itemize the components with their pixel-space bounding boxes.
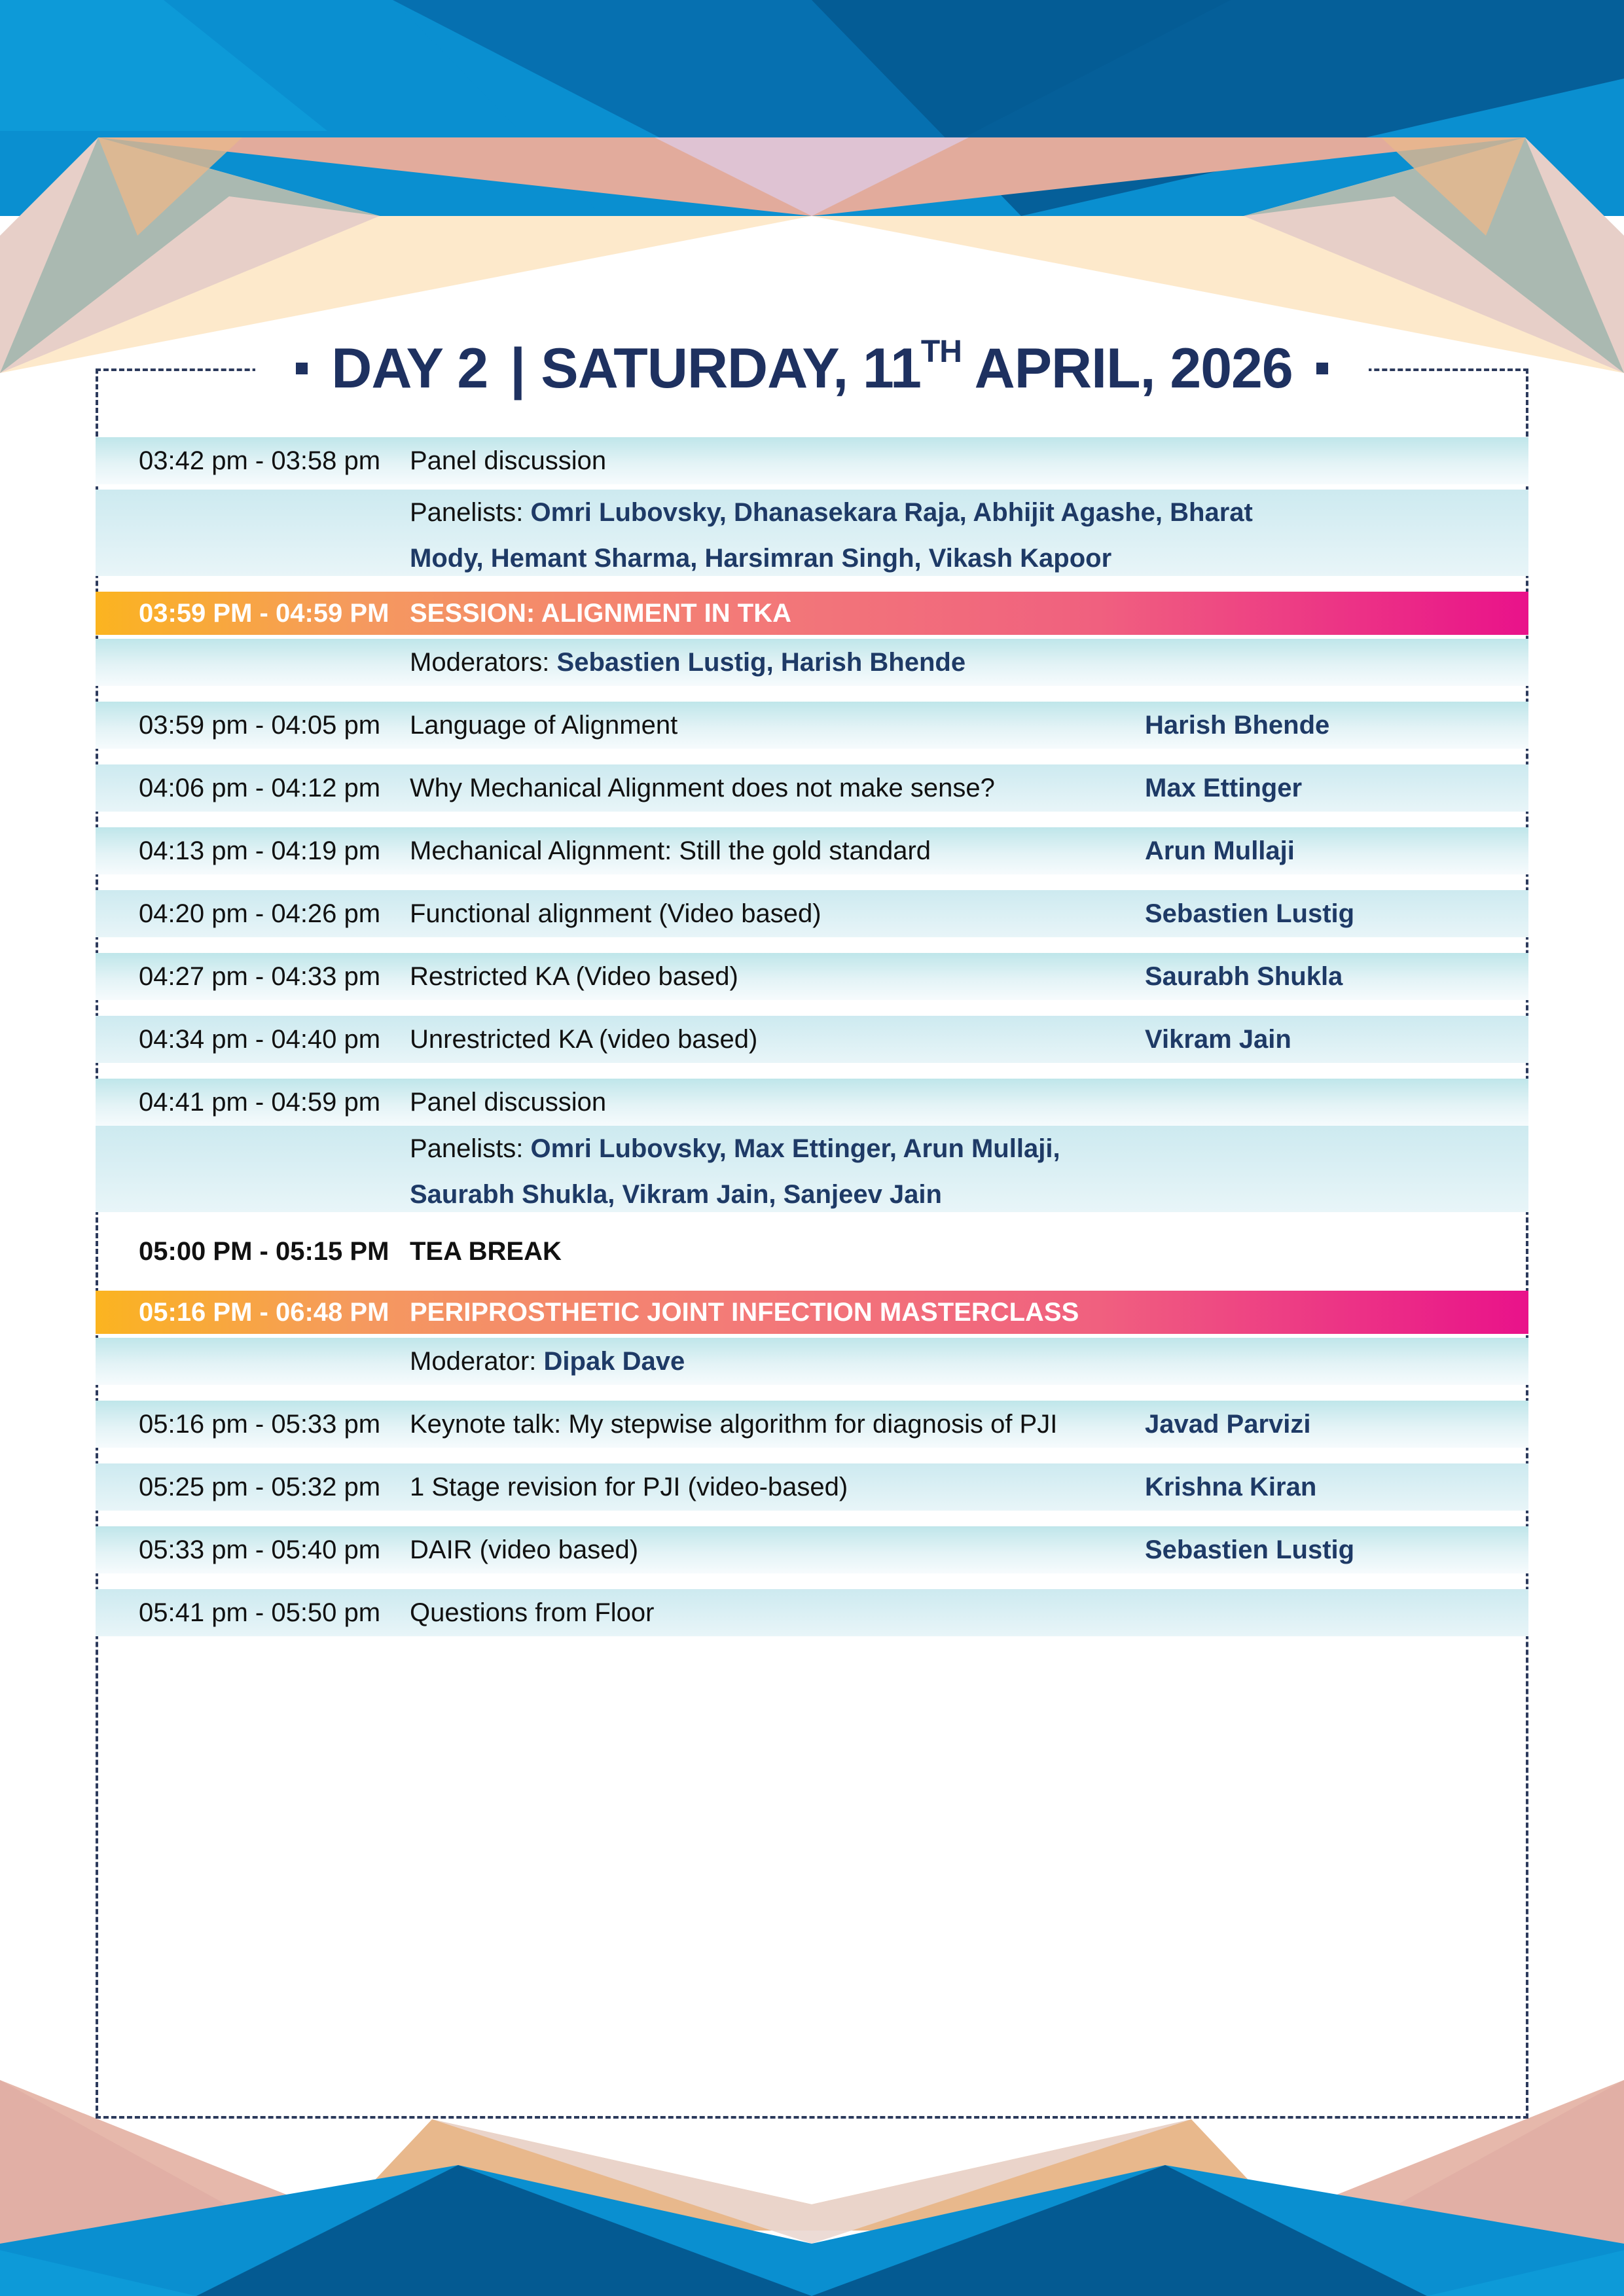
moderators-label: Moderators: xyxy=(410,648,557,677)
moderators-names: Sebastien Lustig, Harish Bhende xyxy=(556,648,966,677)
panelists-names: Omri Lubovsky, Max Ettinger, Arun Mullaji, Saurabh Shukla, Vikram Jain, Sanjeev Jain xyxy=(410,1134,1060,1209)
row-title: Panel discussion xyxy=(410,1088,607,1117)
title-bar xyxy=(0,327,1624,410)
row-speaker: Max Ettinger xyxy=(1145,774,1303,802)
row-title: Questions from Floor xyxy=(410,1598,655,1627)
session-title: PERIPROSTHETIC JOINT INFECTION MASTERCLASS xyxy=(410,1298,1079,1327)
row-time: 04:34 pm - 04:40 pm xyxy=(139,1025,381,1054)
title-date-superscript: TH xyxy=(920,334,962,369)
row-title: 1 Stage revision for PJI (video-based) xyxy=(410,1473,848,1501)
moderators-row-1 xyxy=(96,639,1528,686)
schedule-row-talk xyxy=(96,1463,1528,1511)
page-title xyxy=(255,336,1368,401)
moderators-label: Moderator: xyxy=(410,1347,544,1376)
row-time: 03:59 pm - 04:05 pm xyxy=(139,711,381,740)
panelists-row-1 xyxy=(96,490,1528,576)
schedule-row-talk xyxy=(96,1526,1528,1573)
row-speaker: Saurabh Shukla xyxy=(1145,962,1343,991)
session-header-alignment xyxy=(96,592,1528,635)
row-time: 04:13 pm - 04:19 pm xyxy=(139,836,381,865)
panelists-text xyxy=(410,1126,1064,1217)
schedule-row-talk xyxy=(96,702,1528,749)
title-bullet-left xyxy=(296,363,308,374)
moderators-text xyxy=(410,639,965,686)
schedule-row-talk xyxy=(96,764,1528,812)
row-speaker: Arun Mullaji xyxy=(1145,836,1295,865)
row-time: 04:27 pm - 04:33 pm xyxy=(139,962,381,991)
panelists-names: Omri Lubovsky, Dhanasekara Raja, Abhijit Agashe, Bharat Mody, Hemant Sharma, Harsimran Singh, Vikash Kapoor xyxy=(410,498,1253,573)
title-day: DAY 2 xyxy=(331,336,488,400)
panelists-label: Panelists: xyxy=(410,1134,531,1163)
session-title: SESSION: ALIGNMENT IN TKA xyxy=(410,599,791,628)
row-time: 04:41 pm - 04:59 pm xyxy=(139,1088,381,1117)
row-title: Keynote talk: My stepwise algorithm for diagnosis of PJI xyxy=(410,1410,1058,1439)
title-bullet-right xyxy=(1316,363,1328,374)
row-title: Panel discussion xyxy=(410,446,607,475)
row-title: Restricted KA (Video based) xyxy=(410,962,738,991)
title-separator: | xyxy=(510,336,526,400)
row-speaker: Sebastien Lustig xyxy=(1145,899,1355,928)
row-time: 03:42 pm - 03:58 pm xyxy=(139,446,381,475)
row-time: 05:41 pm - 05:50 pm xyxy=(139,1598,381,1627)
schedule-row-talk xyxy=(96,953,1528,1000)
panelists-label: Panelists: xyxy=(410,498,531,527)
row-time: 04:20 pm - 04:26 pm xyxy=(139,899,381,928)
schedule-row-panel-discussion-1 xyxy=(96,437,1528,484)
row-time: 05:33 pm - 05:40 pm xyxy=(139,1535,381,1564)
row-speaker: Javad Parvizi xyxy=(1145,1410,1311,1439)
panelists-text xyxy=(410,490,1313,581)
title-date-suffix: APRIL, 2026 xyxy=(961,336,1293,400)
schedule-row-panel-discussion-2 xyxy=(96,1079,1528,1126)
panelists-row-2 xyxy=(96,1126,1528,1212)
schedule-row-talk xyxy=(96,890,1528,937)
row-title: Unrestricted KA (video based) xyxy=(410,1025,758,1054)
session-time: 03:59 PM - 04:59 PM xyxy=(139,599,389,628)
row-title: TEA BREAK xyxy=(410,1237,562,1266)
moderators-names: Dipak Dave xyxy=(543,1347,685,1376)
schedule-row-talk xyxy=(96,1401,1528,1448)
schedule-row-talk xyxy=(96,1016,1528,1063)
row-title: Mechanical Alignment: Still the gold standard xyxy=(410,836,931,865)
row-title: Language of Alignment xyxy=(410,711,678,740)
session-header-pji xyxy=(96,1291,1528,1334)
top-decorative-banner xyxy=(0,0,1624,373)
row-speaker: Vikram Jain xyxy=(1145,1025,1291,1054)
schedule-row-tea-break xyxy=(96,1228,1528,1275)
row-time: 05:25 pm - 05:32 pm xyxy=(139,1473,381,1501)
row-speaker: Krishna Kiran xyxy=(1145,1473,1317,1501)
session-time: 05:16 PM - 06:48 PM xyxy=(139,1298,389,1327)
row-title: Why Mechanical Alignment does not make sense? xyxy=(410,774,995,802)
row-speaker: Harish Bhende xyxy=(1145,711,1330,740)
row-title: Functional alignment (Video based) xyxy=(410,899,821,928)
row-time: 05:16 pm - 05:33 pm xyxy=(139,1410,381,1439)
schedule-row-talk xyxy=(96,1589,1528,1636)
row-speaker: Sebastien Lustig xyxy=(1145,1535,1355,1564)
schedule xyxy=(96,437,1528,1652)
moderators-row-2 xyxy=(96,1338,1528,1385)
row-time: 04:06 pm - 04:12 pm xyxy=(139,774,381,802)
moderators-text xyxy=(410,1338,685,1385)
title-date-prefix: SATURDAY, 11 xyxy=(541,336,921,400)
schedule-row-talk xyxy=(96,827,1528,874)
row-title: DAIR (video based) xyxy=(410,1535,639,1564)
row-time: 05:00 PM - 05:15 PM xyxy=(139,1237,389,1266)
